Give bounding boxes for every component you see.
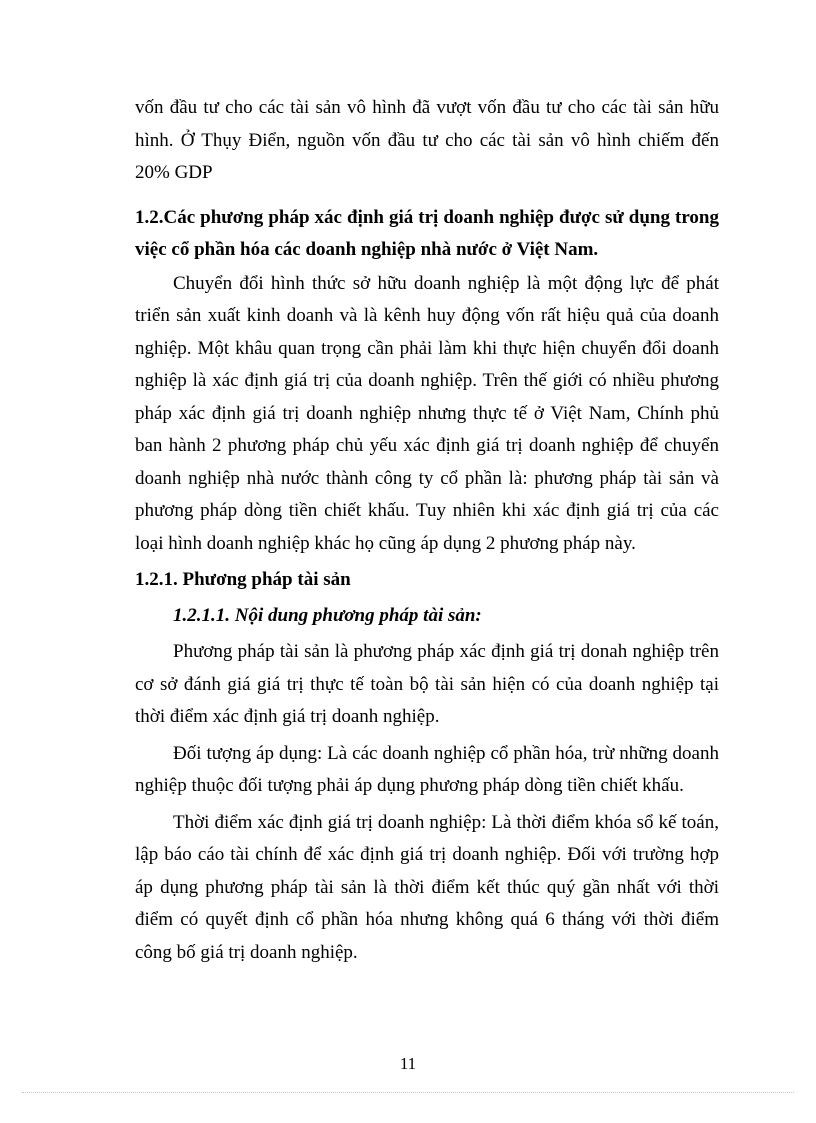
paragraph-applicable-subjects: Đối tượng áp dụng: Là các doanh nghiệp cổ phần hóa, trừ những doanh nghiệp thuộc đối tượng phải áp dụng phương pháp dòng tiền chiết khấu. bbox=[135, 742, 719, 796]
section-heading-1-2-1: 1.2.1. Phương pháp tài sản bbox=[135, 569, 351, 590]
page-body bbox=[135, 92, 719, 969]
paragraph-intro: Chuyển đổi hình thức sở hữu doanh nghiệp là một động lực để phát triển sản xuất kinh doanh và là kênh huy động vốn rất hiệu quả của doanh nghiệp. Một khâu quan trọng cần phải làm khi thực hiện chuyển đổi doanh nghiệp là xác định giá trị của doanh nghiệp. Trên thế giới có nhiều phương pháp xác định giá trị doanh nghiệp nhưng thực tế ở Việt Nam, Chính phủ ban hành 2 phương pháp chủ yếu xác định giá trị doanh nghiệp để chuyển doanh nghiệp nhà nước thành công ty cổ phần là: phương pháp tài sản và phương pháp dòng tiền chiết khấu. Tuy nhiên khi xác định giá trị của các loại hình doanh nghiệp khác họ cũng áp dụng 2 phương pháp này. bbox=[135, 272, 719, 554]
paragraph-definition: Phương pháp tài sản là phương pháp xác định giá trị donah nghiệp trên cơ sở đánh giá giá trị thực tế toàn bộ tài sản hiện có của doanh nghiệp tại thời điểm xác định giá trị doanh nghiệp. bbox=[135, 641, 719, 727]
section-heading-1-2-1-1: 1.2.1.1. Nội dung phương pháp tài sản: bbox=[173, 605, 482, 626]
page-bottom-divider bbox=[22, 1092, 794, 1093]
paragraph-valuation-time: Thời điểm xác định giá trị doanh nghiệp: Là thời điểm khóa sổ kế toán, lập báo cáo tài chính để xác định giá trị doanh nghiệp. Đối với trường hợp áp dụng phương pháp tài sản là thời điểm kết thúc quý gần nhất với thời điểm có quyết định cổ phần hóa nhưng không quá 6 tháng với thời điểm công bố giá trị doanh nghiệp. bbox=[135, 811, 719, 963]
paragraph-continuation: vốn đầu tư cho các tài sản vô hình đã vượt vốn đầu tư cho các tài sản hữu hình. Ở Thụy Điển, nguồn vốn đầu tư cho các tài sản vô hình chiếm đến 20% GDP bbox=[135, 97, 719, 183]
page-number: 11 bbox=[399, 1054, 417, 1073]
section-heading-1-2: 1.2.Các phương pháp xác định giá trị doanh nghiệp được sử dụng trong việc cổ phần hóa các doanh nghiệp nhà nước ở Việt Nam. bbox=[135, 206, 719, 260]
